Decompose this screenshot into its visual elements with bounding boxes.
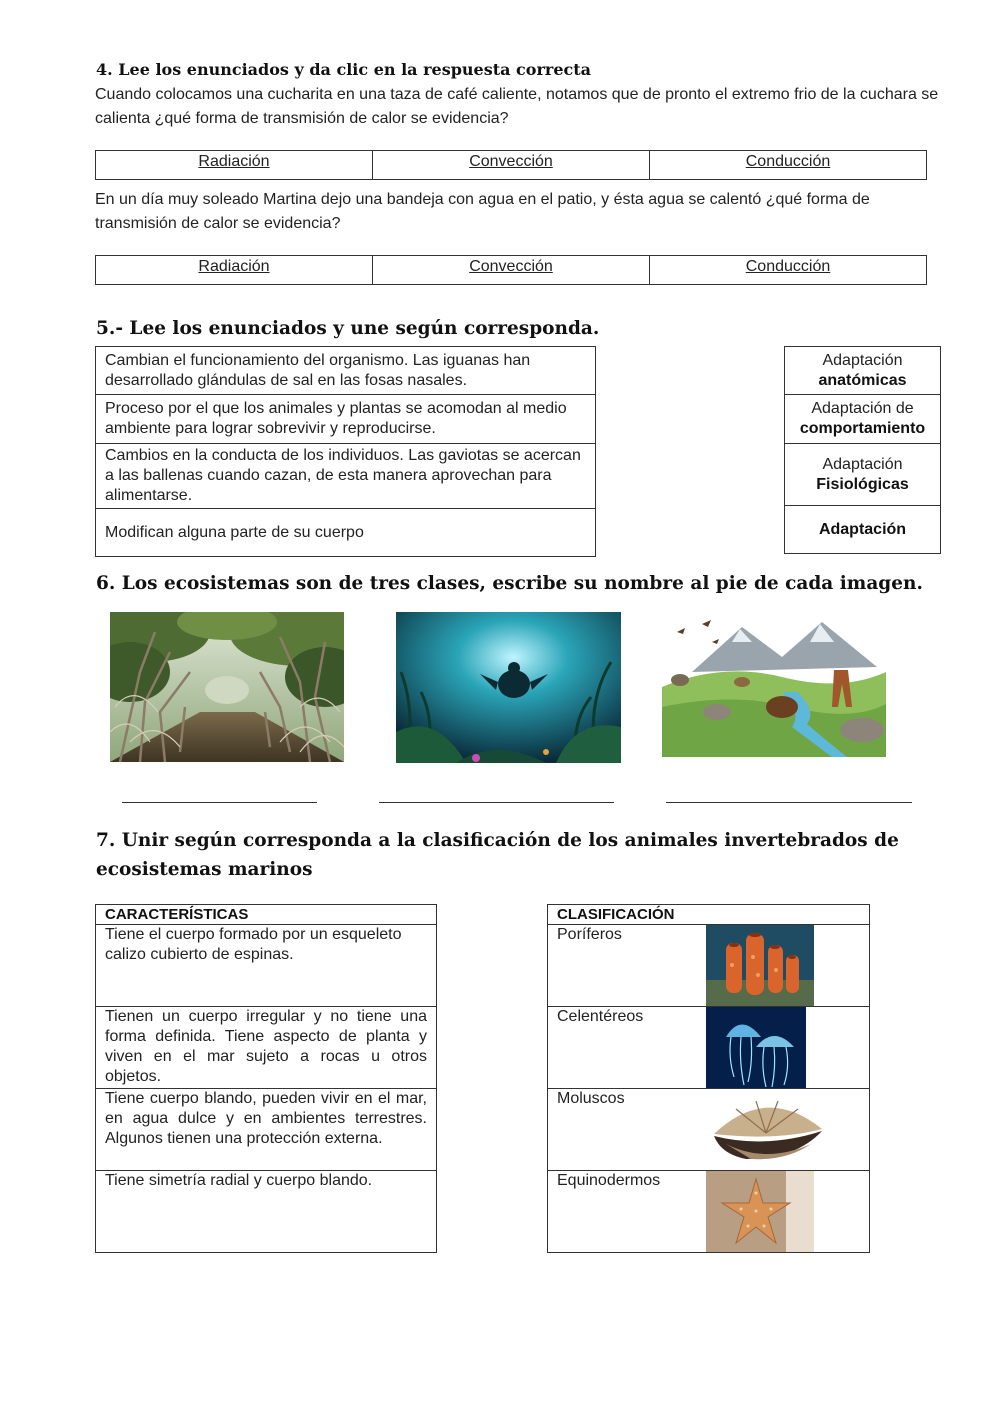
q2-option-conduccion[interactable]: Conducción [745,258,831,275]
characteristics-header: CARACTERÍSTICAS [96,905,437,925]
statement-2[interactable]: Proceso por el que los animales y plantas se acomodan al medio ambiente para lograr sobrevivir y reproducirse. [96,395,596,444]
answer-line-3[interactable] [666,788,912,803]
classification-header: CLASIFICACIÓN [548,905,870,925]
class-equinodermos-label: Equinodermos [557,1172,661,1189]
section-7-title: 7. Unir según corresponda a la clasificación de los animales invertebrados de ecosistemas marinos [96,830,899,880]
characteristic-4[interactable]: Tiene simetría radial y cuerpo blando. [96,1171,437,1253]
characteristic-2[interactable]: Tienen un cuerpo irregular y no tiene una forma definida. Tiene aspecto de planta y viven en el mar sujeto a rocas u otros objetos. [96,1007,437,1089]
statement-1[interactable]: Cambian el funcionamiento del organismo. Las iguanas han desarrollado glándulas de sal en las fosas nasales. [96,347,596,395]
question-2-options [95,255,927,285]
sponge-image [706,925,814,1006]
section-6-title: 6. Los ecosistemas son de tres clases, escribe su nombre al pie de cada imagen. [96,573,923,594]
question-2-text: En un día muy soleado Martina dejo una bandeja con agua en el patio, y ésta agua se calentó ¿qué forma de transmisión de calor se evidencia? [95,191,870,232]
class-celentereos-label: Celentéreos [557,1008,644,1025]
q1-option-conduccion[interactable]: Conducción [745,153,831,170]
starfish-image [706,1171,814,1252]
class-poriferos[interactable] [548,925,870,1007]
adaptation-types-table [784,346,941,554]
answer-line-2[interactable] [379,788,614,803]
class-moluscos-label: Moluscos [557,1090,625,1107]
class-poriferos-label: Poríferos [557,926,622,943]
classification-table [547,904,870,1253]
statement-3[interactable]: Cambios en la conducta de los individuos. Las gaviotas se acercan a las ballenas cuando cazan, de esta manera aprovechan para alimentarse. [96,444,596,509]
jellyfish-image [706,1007,806,1088]
q1-option-conveccion[interactable]: Convección [373,151,650,179]
characteristic-1[interactable]: Tiene el cuerpo formado por un esqueleto calizo cubierto de espinas. [96,925,437,1007]
question-1-text: Cuando colocamos una cucharita en una taza de café caliente, notamos que de pronto el extremo frio de la cuchara se calienta ¿qué forma de transmisión de calor se evidencia? [95,86,939,127]
section-4-title: 4. Lee los enunciados y da clic en la respuesta correcta [96,60,591,79]
mountain-valley-image [662,612,886,757]
underwater-image [396,612,621,763]
question-1-options [95,150,927,180]
mangrove-image [110,612,344,762]
statements-table [95,346,596,557]
class-equinodermos[interactable] [548,1171,870,1253]
answer-anatomicas[interactable]: Adaptación anatómicas [785,347,941,395]
class-moluscos[interactable] [548,1089,870,1171]
q2-option-conveccion[interactable]: Convección [373,256,650,284]
answer-comportamiento[interactable]: Adaptación de comportamiento [785,395,941,444]
answer-adaptacion[interactable]: Adaptación [785,506,941,554]
q1-option-radiacion[interactable]: Radiación [96,151,373,179]
answer-fisiologicas[interactable]: Adaptación Fisiológicas [785,444,941,506]
characteristic-3[interactable]: Tiene cuerpo blando, pueden vivir en el mar, en agua dulce y en ambientes terrestres. Algunos tienen una protección externa. [96,1089,437,1171]
class-celentereos[interactable] [548,1007,870,1089]
shell-image [706,1089,826,1170]
statement-4[interactable]: Modifican alguna parte de su cuerpo [96,509,596,557]
q2-option-radiacion[interactable]: Radiación [96,256,373,284]
section-5-title: 5.- Lee los enunciados y une según corresponda. [96,318,600,339]
characteristics-table [95,904,437,1253]
answer-line-1[interactable] [122,788,317,803]
